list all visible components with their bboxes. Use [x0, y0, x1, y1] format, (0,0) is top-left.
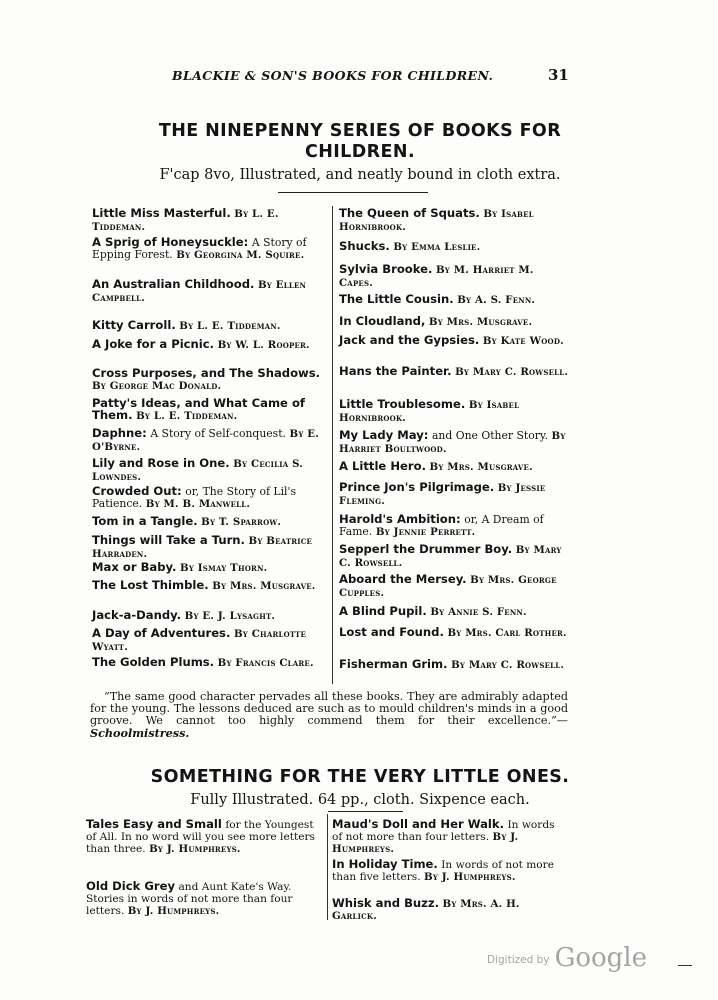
- quote-source: Schoolmistress.: [90, 726, 190, 740]
- book-entry: My Lady May: and One Other Story. By Harriet Boultwood.: [339, 428, 566, 455]
- book-entry: Patty's Ideas, and What Came of Them. By L. E. Tiddeman.: [92, 396, 305, 422]
- book-entry: A Sprig of Honeysuckle: A Story of Epping Forest. By Georgina M. Squire.: [92, 235, 307, 261]
- book-entry: Things will Take a Turn. By Beatrice Harraden.: [92, 533, 313, 560]
- book-entry: Little Troublesome. By Isabel Hornibrook.: [339, 397, 520, 424]
- book-entry: Maud's Doll and Her Walk. In words of not more than four letters. By J. Humphreys.: [332, 817, 555, 855]
- book-entry: Tales Easy and Small for the Youngest of All. In no word will you see more letters than three. By J. Humphreys.: [86, 817, 315, 855]
- book-entry: Cross Purposes, and The Shadows. By George Mac Donald.: [92, 366, 321, 392]
- book-entry: Whisk and Buzz. By Mrs. A. H. Garlick.: [332, 896, 520, 922]
- book-entry: Tom in a Tangle. By T. Sparrow.: [92, 514, 282, 528]
- book-entry: Lost and Found. By Mrs. Carl Rother.: [339, 625, 567, 639]
- book-entry: The Queen of Squats. By Isabel Hornibrook.: [339, 206, 534, 233]
- section-heading-very-little: SOMETHING FOR THE VERY LITTLE ONES.: [150, 767, 570, 787]
- section-subheading-ninepenny: F'cap 8vo, Illustrated, and neatly bound in cloth extra.: [159, 167, 561, 183]
- heading-rule: [278, 192, 428, 193]
- google-logo: Google: [554, 943, 647, 973]
- book-entry: A Day of Adventures. By Charlotte Wyatt.: [92, 626, 306, 653]
- column-divider: [332, 206, 333, 684]
- section-subheading-very-little: Fully Illustrated. 64 pp., cloth. Sixpence each.: [190, 792, 530, 808]
- book-entry: Prince Jon's Pilgrimage. By Jessie Fleming.: [339, 480, 546, 507]
- book-entry: In Cloudland, By Mrs. Musgrave.: [339, 314, 533, 328]
- book-entry: Harold's Ambition: or, A Dream of Fame. By Jennie Perrett.: [339, 512, 544, 538]
- book-entry: Daphne: A Story of Self-conquest. By E. O'Byrne.: [92, 426, 320, 453]
- book-entry: An Australian Childhood. By Ellen Campbell.: [92, 277, 307, 304]
- running-head: BLACKIE & SON'S BOOKS FOR CHILDREN.: [172, 68, 494, 83]
- book-entry: Aboard the Mersey. By Mrs. George Cupples.: [339, 572, 557, 599]
- book-entry: Hans the Painter. By Mary C. Rowsell.: [339, 364, 569, 378]
- book-entry: In Holiday Time. In words of not more than five letters. By J. Humphreys.: [332, 857, 554, 883]
- book-entry: A Blind Pupil. By Annie S. Fenn.: [339, 604, 527, 618]
- book-entry: The Little Cousin. By A. S. Fenn.: [339, 292, 536, 306]
- book-entry: Shucks. By Emma Leslie.: [339, 239, 481, 253]
- book-entry: Jack and the Gypsies. By Kate Wood.: [339, 333, 564, 347]
- heading-rule: [328, 811, 403, 812]
- quote-text: “The same good character pervades all these books. They are admirably adapted for the young. The lessons deduced are such as to mould children's minds in a good groove. We cannot too highly commend them for their excellence.”—: [90, 690, 568, 727]
- book-entry: The Golden Plums. By Francis Clare.: [92, 655, 314, 669]
- section-heading-ninepenny: THE NINEPENNY SERIES OF BOOKS FOR: [158, 121, 562, 141]
- digitized-watermark: Digitized by Google: [487, 943, 647, 973]
- book-entry: Crowded Out: or, The Story of Lil's Patience. By M. B. Manwell.: [92, 484, 297, 510]
- book-entry: A Little Hero. By Mrs. Musgrave.: [339, 459, 533, 473]
- book-entry: Sylvia Brooke. By M. Harriet M. Capes.: [339, 262, 534, 289]
- page-edge-mark: [678, 965, 692, 966]
- book-entry: Fisherman Grim. By Mary C. Rowsell.: [339, 657, 565, 671]
- book-entry: The Lost Thimble. By Mrs. Musgrave.: [92, 578, 316, 592]
- review-quote: [90, 691, 568, 740]
- book-entry: Old Dick Grey and Aunt Kate's Way. Stories in words of not more than four letters. By J. Humphreys.: [86, 879, 293, 917]
- column-divider: [327, 814, 328, 920]
- book-entry: Kitty Carroll. By L. E. Tiddeman.: [92, 318, 281, 332]
- section-heading-ninepenny-line2: CHILDREN.: [304, 142, 415, 162]
- book-entry: Jack-a-Dandy. By E. J. Lysaght.: [92, 608, 276, 622]
- book-entry: A Joke for a Picnic. By W. L. Rooper.: [92, 337, 310, 351]
- book-entry: Lily and Rose in One. By Cecilia S. Lowndes.: [92, 456, 304, 483]
- page-number: 31: [548, 66, 569, 84]
- book-entry: Max or Baby. By Ismay Thorn.: [92, 560, 268, 574]
- book-entry: Sepperl the Drummer Boy. By Mary C. Rowsell.: [339, 542, 562, 569]
- book-entry: Little Miss Masterful. By L. E. Tiddeman.: [92, 206, 279, 233]
